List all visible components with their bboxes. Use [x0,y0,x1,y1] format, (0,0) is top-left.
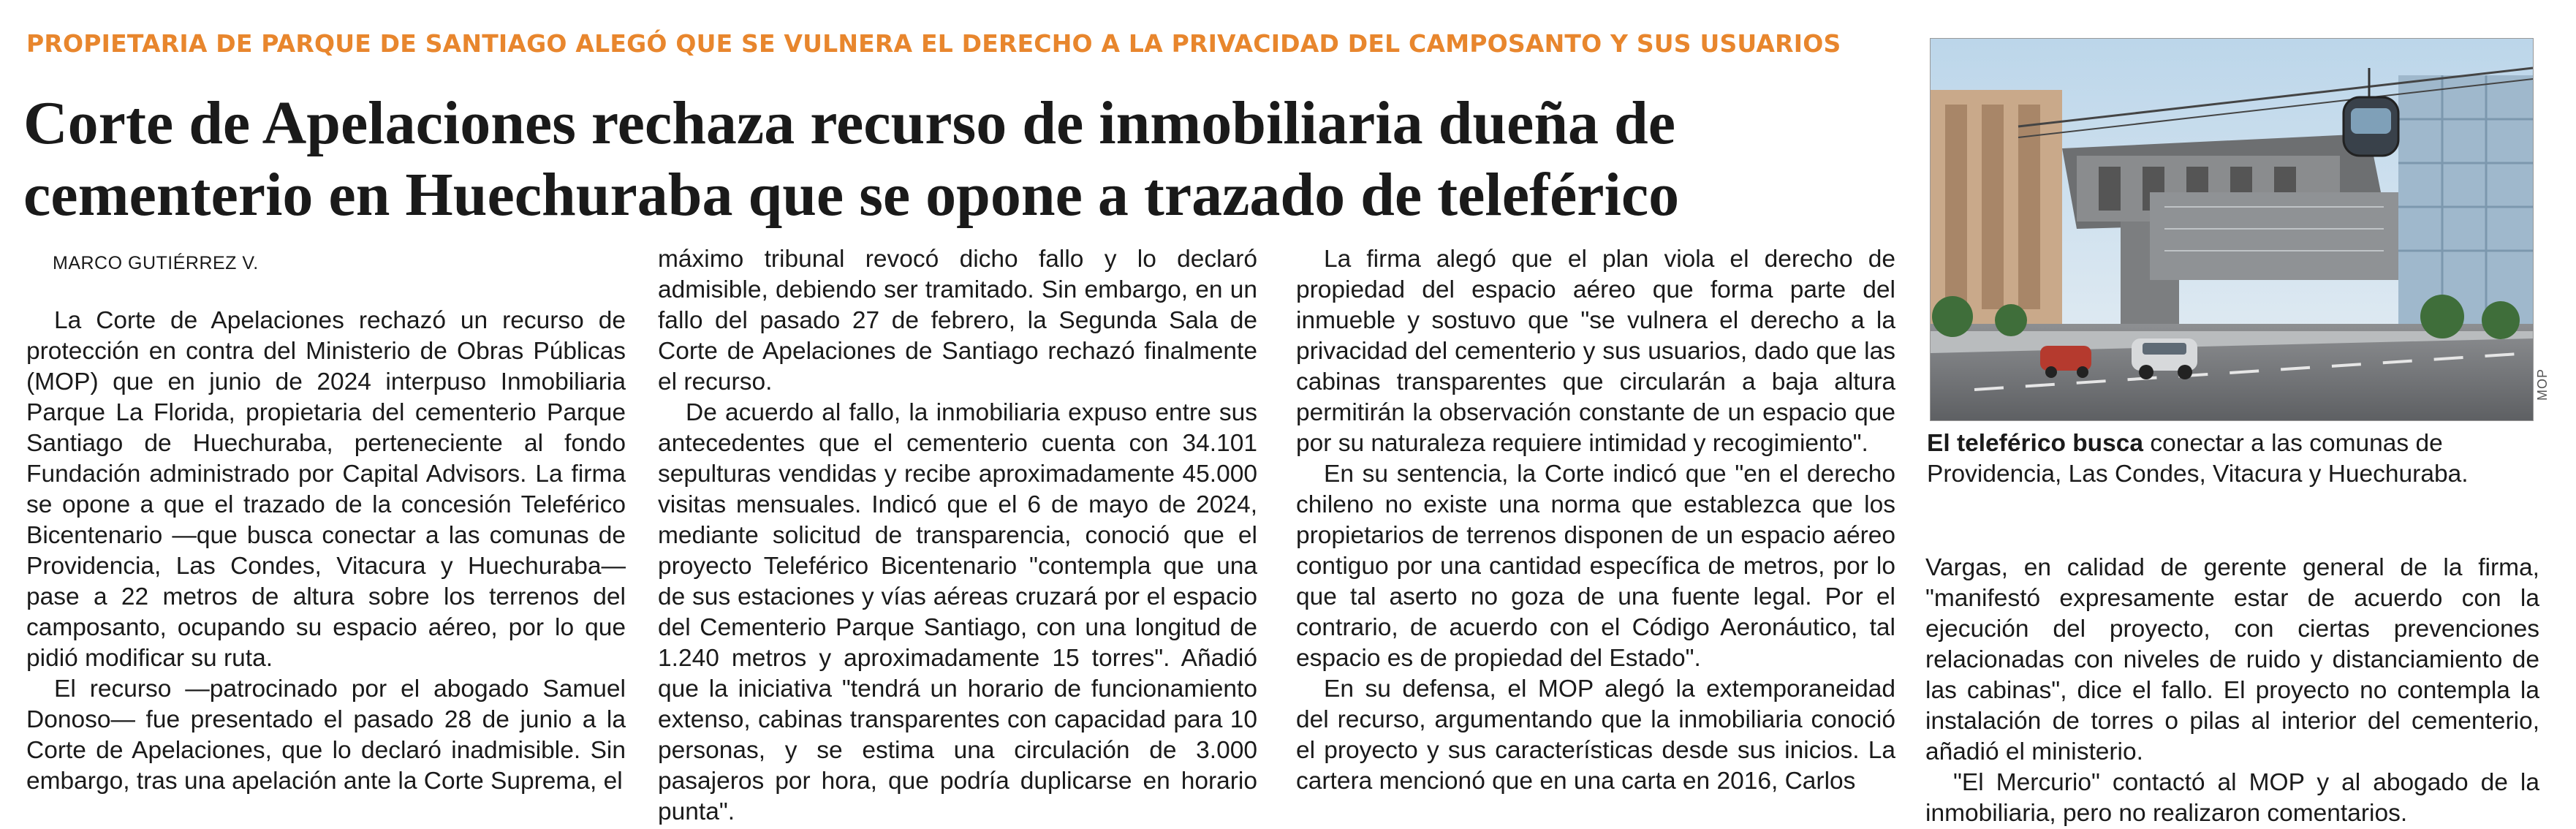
byline: MARCO GUTIÉRREZ V. [53,253,259,273]
paragraph-4: La firma alegó que el plan viola el derecho de propiedad del espacio aéreo que forma parte del inmueble y sostuvo que "se vulnera el derecho a la privacidad del cementerio y sus usuarios, dado que las cabinas transparentes que circularán a baja altura permitirán la observación constante de un espacio que por su naturaleza requiere intimidad y recogimiento". [1296,246,1895,457]
article-column-2 [658,244,1257,828]
paragraph-1: La Corte de Apelaciones rechazó un recurso de protección en contra del Ministerio de Obras Públicas (MOP) que en junio de 2024 interpuso Inmobiliaria Parque La Florida, propietaria del cementerio Parque Santiago de Huechuraba, perteneciente al fondo Fundación administrado por Capital Advisors. La firma se opone a que el trazado de la concesión Teleférico Bicentenario —que busca conectar a las comunas de Providencia, Las Condes, Vitacura y Huechuraba— pase a 22 metros de altura sobre los terrenos del camposanto, ocupando su espacio aéreo, por lo que pidió modificar su ruta. [26,307,626,672]
kicker-text: PROPIETARIA DE PARQUE DE SANTIAGO ALEGÓ QUE SE VULNERA EL DERECHO A LA PRIVACIDAD DEL CAMPOSANTO Y SUS USUARIOS [26,29,1841,58]
paragraph-6: En su defensa, el MOP alegó la extemporaneidad del recurso, argumentando que la inmobiliaria conoció el proyecto y sus características desde sus inicios. La cartera mencionó que en una carta en 2016, Carlos [1296,675,1895,795]
paragraph-2-continued: máximo tribunal revocó dicho fallo y lo declaró admisible, debiendo ser tramitado. Sin embargo, en un fallo del pasado 27 de febrero, la Segunda Sala de Corte de Apelaciones de Santiago rechazó finalmente el recurso. [658,246,1257,395]
paragraph-3: De acuerdo al fallo, la inmobiliaria expuso entre sus antecedentes que el cementerio cuenta con 34.101 sepulturas vendidas y recibe aproximadamente 45.000 visitas mensuales. Indicó que el 6 de mayo de 2024, mediante solicitud de transparencia, conoció que el proyecto Teleférico Bicentenario "contempla que una de sus estaciones y vías aéreas cruzará por el espacio del Cementerio Parque Santiago, con una longitud de 1.240 metros y aproximadamente 15 torres". Añadió que la iniciativa "tendrá un horario de funcionamiento extenso, cabinas transparentes con capacidad para 10 personas, y se estima una circulación de 3.000 pasajeros por hora, que podría duplicarse en horario punta". [658,399,1257,825]
paragraph-2: El recurso —patrocinado por el abogado Samuel Donoso— fue presentado el pasado 28 de junio a la Corte de Apelaciones, que lo declaró inadmisible. Sin embargo, tras una apelación ante la Corte Suprema, el [26,675,626,795]
article-headline [23,88,1895,231]
paragraph-6-continued: Vargas, en calidad de gerente general de la firma, "manifestó expresamente estar de acuerdo con la ejecución del proyecto, con ciertas prevenciones relacionadas con niveles de ruido y distanciamiento de las cabinas", dice el fallo. El proyecto no contempla la instalación de torres o pilas al interior del cementerio, añadió el ministerio. [1925,554,2539,765]
caption-text: conectar a las comunas de Providencia, Las Condes, Vitacura y Huechuraba. [1927,430,2469,488]
headline-line-1: Corte de Apelaciones rechaza recurso de inmobiliaria dueña de [23,89,1676,157]
article-column-1 [26,306,626,797]
paragraph-7: "El Mercurio" contactó al MOP y al abogado de la inmobiliaria, pero no realizaron comentarios. [1925,769,2539,827]
headline-line-2: cementerio en Huechuraba que se opone a trazado de teleférico [23,161,1680,229]
paragraph-5: En su sentencia, la Corte indicó que "en el derecho chileno no existe una norma que establezca que los propietarios de terrenos disponen de un espacio aéreo contiguo por una cantidad específica de metros, por lo que tal aserto no goza de una fuente legal. Por el contrario, de acuerdo con el Código Aeronáutico, tal espacio es de propiedad del Estado". [1296,461,1895,672]
photo-caption [1927,428,2541,490]
teleferico-illustration [1931,39,2533,420]
article-column-4 [1925,553,2539,829]
caption-lead: El teleférico busca [1927,430,2144,457]
article-kicker [26,29,1898,58]
teleferico-photo [1930,38,2534,421]
article-column-3 [1296,244,1895,797]
photo-credit: MOP [2535,368,2550,401]
